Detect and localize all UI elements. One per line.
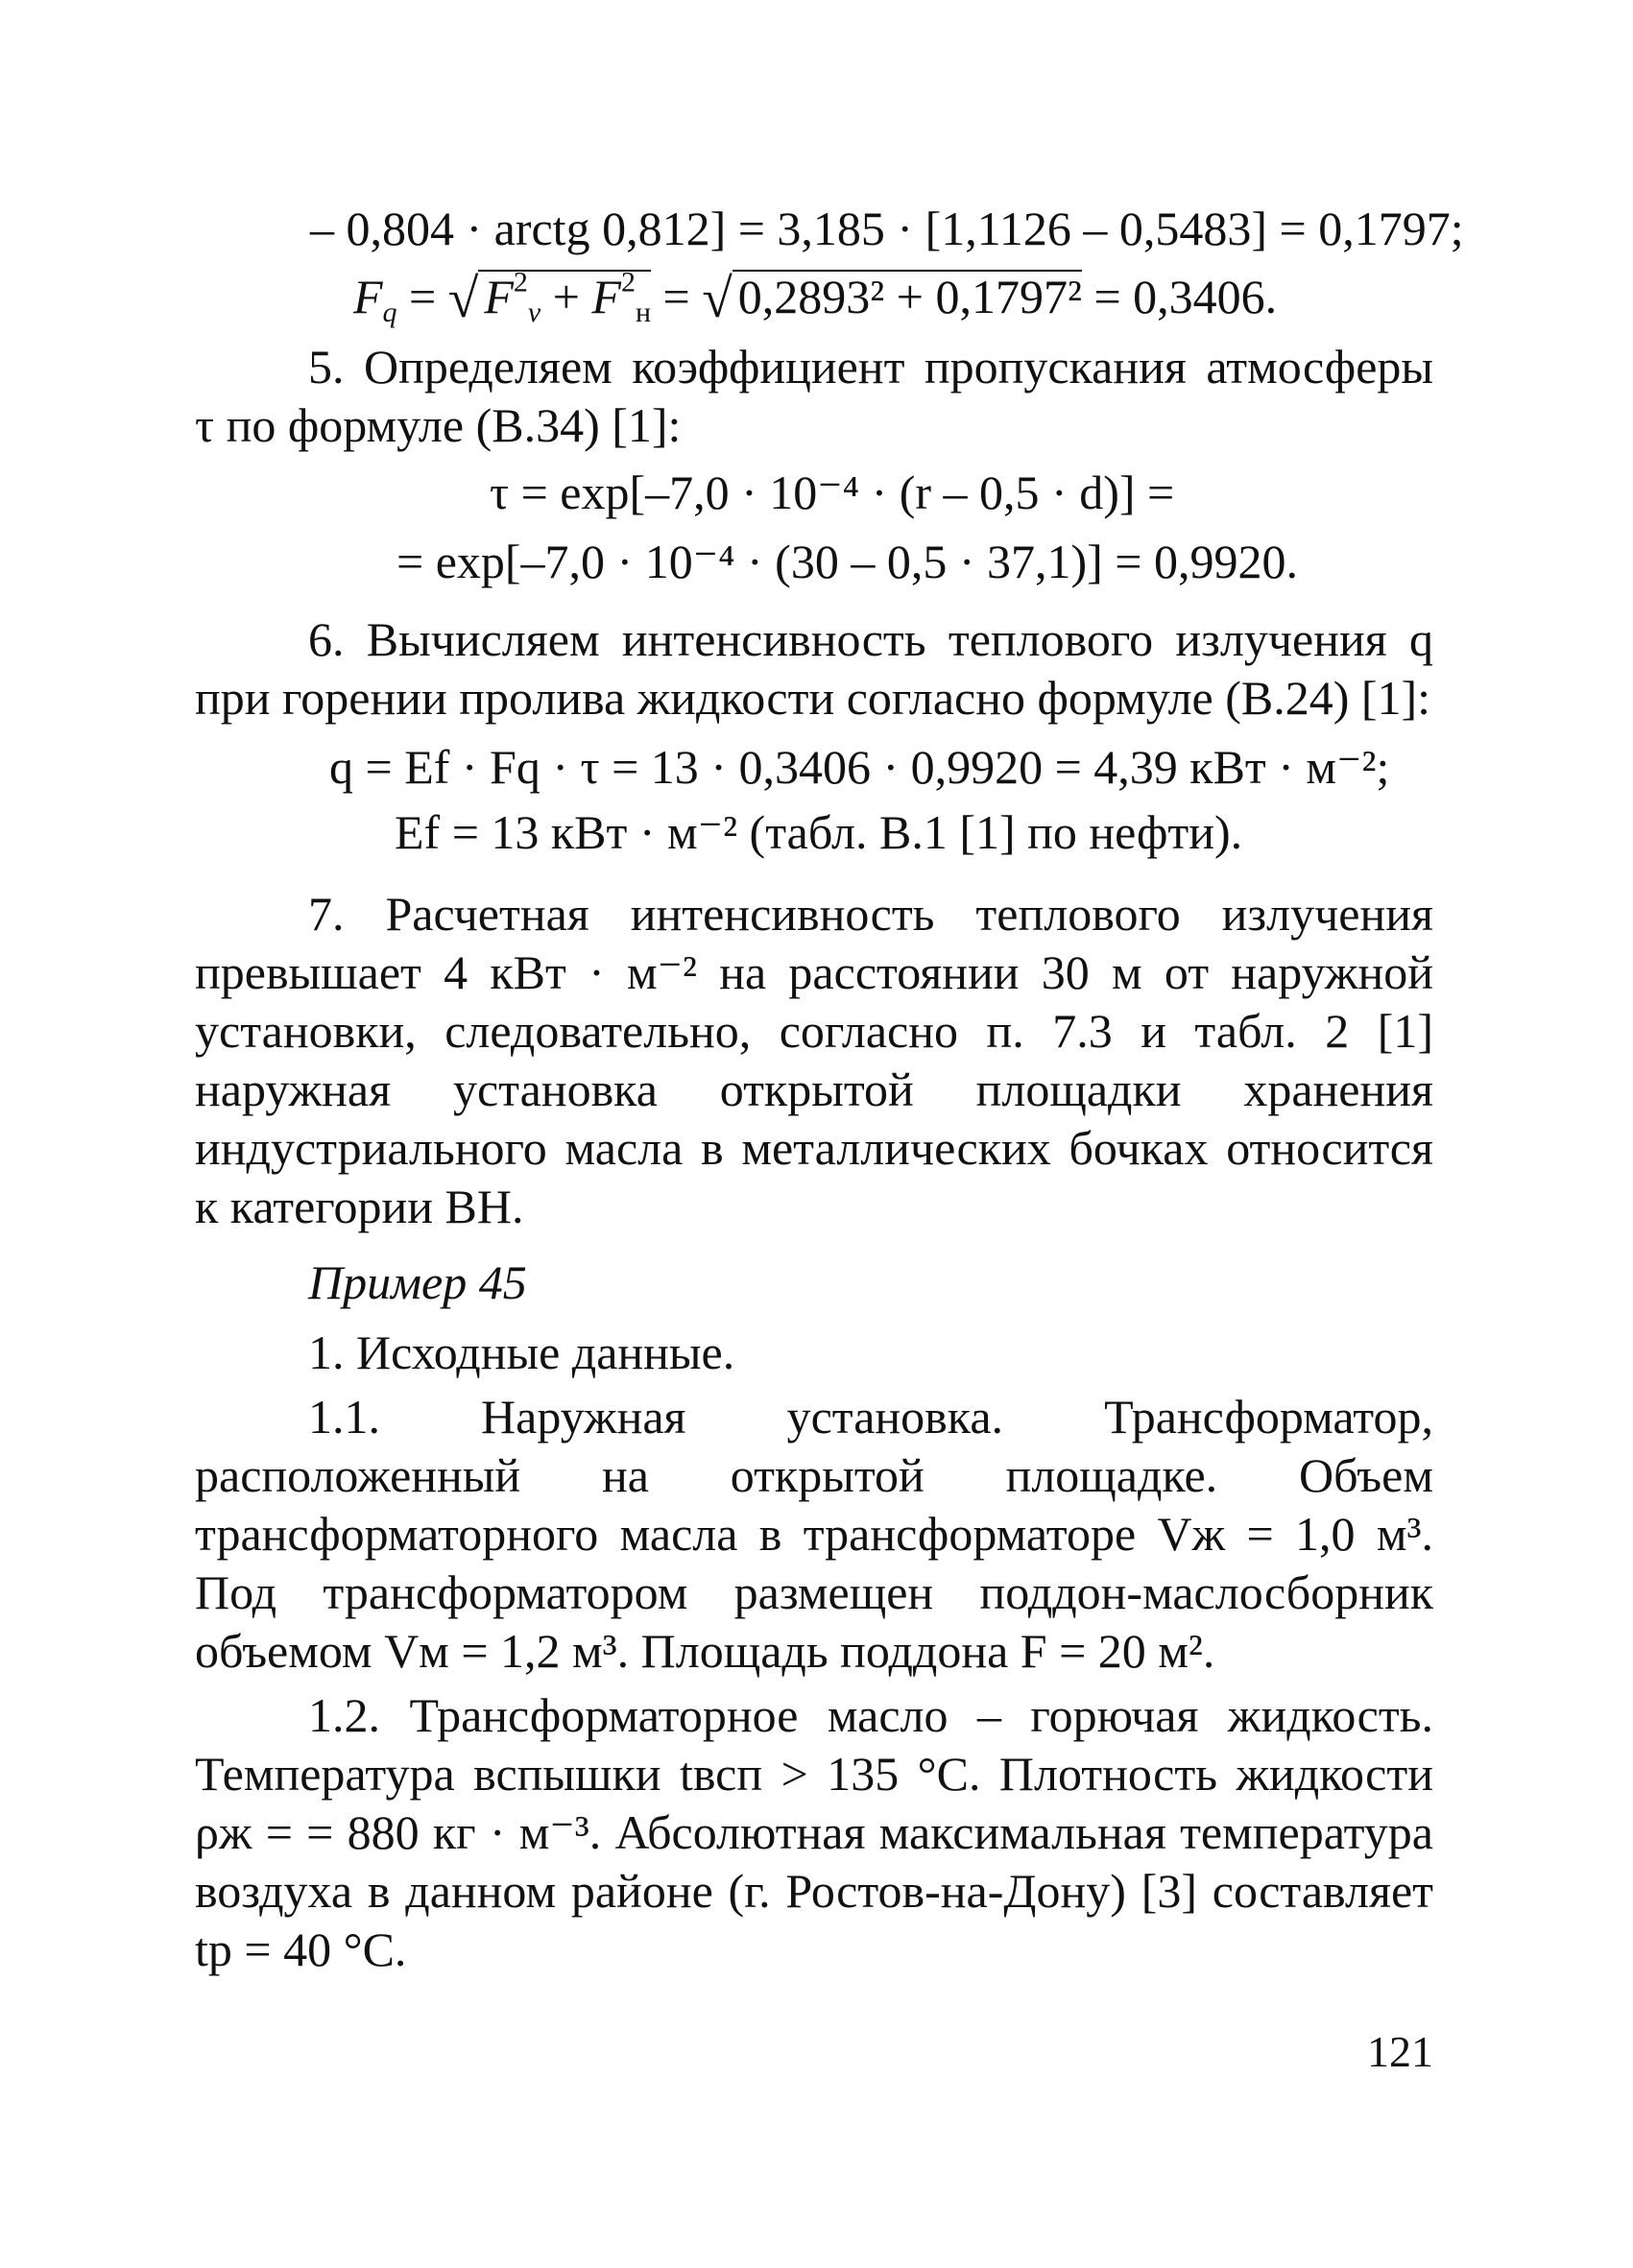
fq-result: = 0,3406. bbox=[1093, 270, 1278, 323]
rad1-a-sub: v bbox=[527, 297, 541, 328]
radical-1: $F^2_v + F^2_н$ bbox=[478, 270, 651, 322]
step-6-text: 6. Вычисляем интенсивность теплового излучения q при горении пролива жидкости согласно формуле (В.24) [1]: bbox=[195, 612, 1433, 725]
item-1-2: 1.2. Трансформаторное масло – горючая жидкость. Температура вспышки tвсп > 135 °С. Плотность жидкости ρж = = 880 кг · м⁻³. Абсолютная максимальная температура воздуха в данном районе (г. Ростов-на-Дону) [3] составляет tр = 40 °С. bbox=[195, 1688, 1433, 1976]
fq-lhs: F bbox=[353, 270, 383, 323]
sqrt-sign-icon: √ bbox=[702, 269, 732, 329]
rad1-a: F bbox=[484, 270, 514, 323]
rad1-a-sup: 2 bbox=[513, 266, 528, 298]
page-number: 121 bbox=[1367, 2027, 1433, 2076]
step-5-equation-2: = exp[–7,0 · 10⁻⁴ · (30 – 0,5 · 37,1)] = 0,9920. bbox=[396, 535, 1298, 588]
radical-2: 0,2893² + 0,1797² bbox=[732, 270, 1082, 322]
rad1-b-sup: 2 bbox=[620, 266, 636, 298]
step-5-text: 5. Определяем коэффициент пропускания атмосферы τ по формуле (В.34) [1]: bbox=[195, 340, 1433, 452]
step-7-text: 7. Расчетная интенсивность теплового излучения превышает 4 кВт · м⁻² на расстоянии 30 м от наружной установки, следовательно, согласно п. 7.3 и табл. 2 [1] наружная установка открытой площадки хранения индустриального масла в металлических бочках относится к категории ВН. bbox=[195, 887, 1433, 1233]
step-5-equation-1: τ = exp[–7,0 · 10⁻⁴ · (r – 0,5 · d)] = bbox=[490, 466, 1175, 519]
item-1-1: 1.1. Наружная установка. Трансформатор, расположенный на открытой площадке. Объем трансформаторного масла в трансформаторе Vж = 1,0 м³. Под трансформатором размещен поддон-маслосборник объемом Vм = 1,2 м³. Площадь поддона F = 20 м². bbox=[195, 1390, 1433, 1678]
equation-fq: $F_q$ = √ $F^2_v + F^2_н$ = √ 0,2893² + 0,1797² = 0,3406. bbox=[353, 266, 1278, 329]
step-6-equation-2: Ef = 13 кВт · м⁻² (табл. В.1 [1] по нефти). bbox=[395, 805, 1243, 859]
rad1-b: F bbox=[591, 270, 621, 323]
page-content bbox=[195, 197, 1464, 1979]
sqrt-sign-icon: √ bbox=[447, 269, 479, 329]
fq-lhs-sub: q bbox=[382, 297, 397, 328]
step-6-equation-1: q = Ef · Fq · τ = 13 · 0,3406 · 0,9920 = 4,39 кВт · м⁻²; bbox=[329, 740, 1390, 794]
example-title: Пример 45 bbox=[308, 1255, 527, 1309]
rad1-b-sub: н bbox=[635, 297, 651, 328]
item-1: 1. Исходные данные. bbox=[308, 1325, 735, 1379]
equation-continuation: – 0,804 · arctg 0,812] = 3,185 · [1,1126 – 0,5483] = 0,1797; bbox=[310, 202, 1464, 255]
